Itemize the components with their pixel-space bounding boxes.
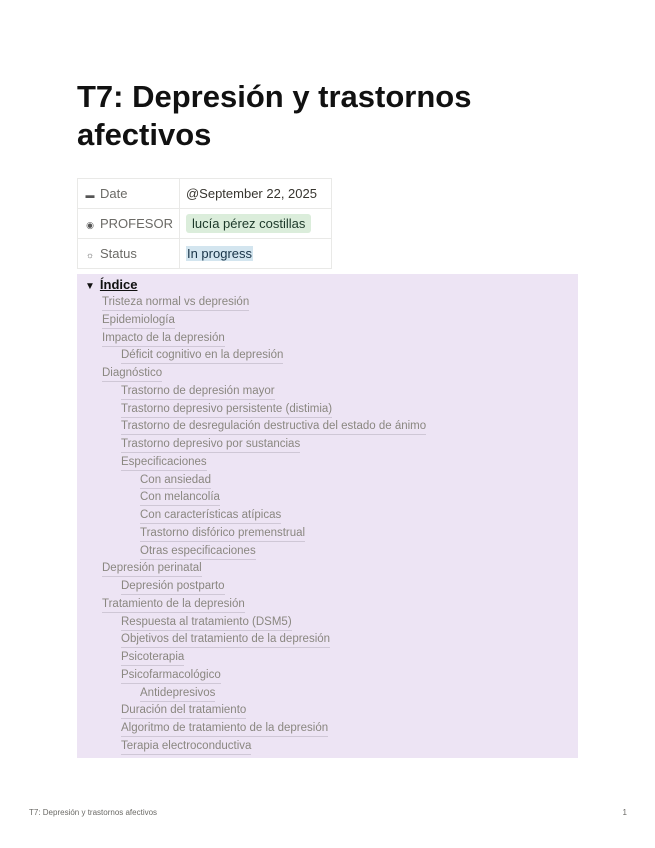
toc-link[interactable]: Otras especificaciones <box>140 543 256 560</box>
status-icon: ☼ <box>85 250 95 260</box>
toc-link[interactable]: Depresión postparto <box>121 578 225 595</box>
property-value[interactable] <box>179 179 331 209</box>
property-key-label: PROFESOR <box>100 216 173 231</box>
toc-link[interactable]: Algoritmo de tratamiento de la depresión <box>121 720 328 737</box>
property-row <box>78 209 332 239</box>
toc-link[interactable]: Con melancolía <box>140 489 220 506</box>
toc-link[interactable]: Trastorno depresivo por sustancias <box>121 436 300 453</box>
person-icon: ◉ <box>86 220 94 230</box>
toc-link[interactable]: Trastorno disfórico premenstrual <box>140 525 305 542</box>
toc-link[interactable]: Terapia electroconductiva <box>121 738 251 755</box>
toc-link[interactable]: Duración del tratamiento <box>121 702 246 719</box>
property-value[interactable] <box>179 209 331 239</box>
property-key-label: Status <box>100 246 137 261</box>
person-tag: lucía pérez costillas <box>186 214 311 233</box>
toc-link[interactable]: Impacto de la depresión <box>102 330 225 347</box>
toc-link[interactable]: Con ansiedad <box>140 472 211 489</box>
toc-link[interactable]: Psicofarmacológico <box>121 667 221 684</box>
property-row <box>78 239 332 269</box>
property-value[interactable] <box>179 239 331 269</box>
toc-link[interactable]: Objetivos del tratamiento de la depresión <box>121 631 330 648</box>
toc-link[interactable]: Tristeza normal vs depresión <box>102 294 249 311</box>
property-key <box>78 179 180 209</box>
footer-page-number: 1 <box>622 808 627 817</box>
property-key <box>78 239 180 269</box>
toc-link[interactable]: Psicoterapia <box>121 649 184 666</box>
properties-table <box>77 178 332 269</box>
property-key <box>78 209 180 239</box>
toc-link[interactable]: Depresión perinatal <box>102 560 202 577</box>
toc-link[interactable]: Epidemiología <box>102 312 175 329</box>
toc-link[interactable]: Diagnóstico <box>102 365 162 382</box>
toggle-triangle-icon[interactable]: ▼ <box>85 281 95 292</box>
page-title: T7: Depresión y trastornos afectivos <box>77 79 472 152</box>
status-badge: In progress <box>186 246 253 261</box>
footer-title: T7: Depresión y trastornos afectivos <box>29 808 158 817</box>
toc-link[interactable]: Tratamiento de la depresión <box>102 596 245 613</box>
index-toggle-block <box>77 274 578 758</box>
toc-link[interactable]: Respuesta al tratamiento (DSM5) <box>121 614 292 631</box>
toc-link[interactable]: Con características atípicas <box>140 507 281 524</box>
index-toggle-label: Índice <box>99 277 138 292</box>
toc-link[interactable]: Trastorno de desregulación destructiva del estado de ánimo <box>121 418 426 435</box>
property-row <box>78 179 332 209</box>
toc-link[interactable]: Trastorno depresivo persistente (distimia) <box>121 401 332 418</box>
toc-link[interactable]: Déficit cognitivo en la depresión <box>121 347 283 364</box>
toc-link[interactable]: Especificaciones <box>121 454 207 471</box>
index-toggle[interactable] <box>85 277 137 292</box>
property-value-text: @September 22, 2025 <box>185 186 317 201</box>
toc-link[interactable]: Trastorno de depresión mayor <box>121 383 275 400</box>
toc-link[interactable]: Antidepresivos <box>140 685 215 702</box>
property-key-label: Date <box>100 186 128 201</box>
calendar-icon: ▬ <box>85 190 95 200</box>
